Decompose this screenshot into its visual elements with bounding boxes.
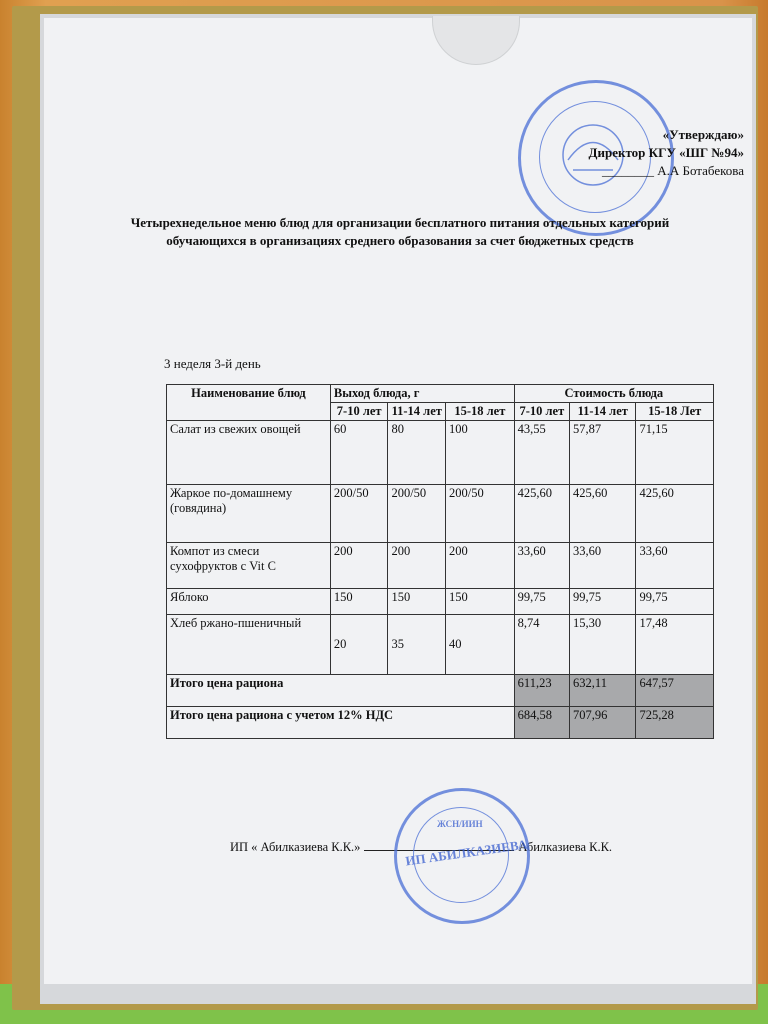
age-group: 7-10 лет — [514, 403, 569, 421]
approval-name: ________ А.А Ботабекова — [601, 163, 744, 178]
document-title: Четырехнедельное меню блюд для организации бесплатного питания отдельных категорий обучающихся в организациях среднего образования за счет бюджетных средств — [130, 215, 670, 248]
cell: 33,60 — [570, 543, 636, 589]
cell: 150 — [388, 589, 446, 615]
age-group: 11-14 лет — [388, 403, 446, 421]
cell: 40 — [446, 615, 515, 675]
total-vat-label: Итого цена рациона с учетом 12% НДС — [167, 707, 515, 739]
dish-name: Салат из свежих овощей — [167, 421, 331, 485]
cell: 99,75 — [570, 589, 636, 615]
table-row — [167, 589, 714, 615]
dish-name: Яблоко — [167, 589, 331, 615]
total-label: Итого цена рациона — [167, 675, 515, 707]
document-page — [44, 18, 752, 984]
dish-name: Жаркое по-домашнему (говядина) — [167, 485, 331, 543]
sleeve-notch — [432, 16, 520, 65]
age-group: 7-10 лет — [330, 403, 388, 421]
cell: 99,75 — [514, 589, 569, 615]
cell: 8,74 — [514, 615, 569, 675]
round-stamp-bottom — [394, 788, 530, 924]
table-row — [167, 485, 714, 543]
week-label: 3 неделя 3-й день — [164, 356, 261, 371]
total-row — [167, 675, 714, 707]
approval-name-text: А.А Ботабекова — [657, 163, 744, 178]
cell: 80 — [388, 421, 446, 485]
cell: 200/50 — [330, 485, 388, 543]
cell: 71,15 — [636, 421, 714, 485]
signature-org: ИП « Абилказиева К.К.» — [230, 840, 361, 854]
stamp-center: ИП АБИЛКАЗИЕВА — [404, 836, 529, 869]
cell: 150 — [330, 589, 388, 615]
table-row — [167, 421, 714, 485]
cell: 17,48 — [636, 615, 714, 675]
total-cell: 611,23 — [514, 675, 569, 707]
total-vat-cell: 725,28 — [636, 707, 714, 739]
approval-block — [589, 126, 744, 180]
table-header-row — [167, 385, 714, 403]
total-vat-cell: 707,96 — [570, 707, 636, 739]
cell: 100 — [446, 421, 515, 485]
cell: 425,60 — [570, 485, 636, 543]
total-vat-cell: 684,58 — [514, 707, 569, 739]
cell: 200 — [330, 543, 388, 589]
cell: 200 — [446, 543, 515, 589]
table-row — [167, 615, 714, 675]
stamp-id: ЖСН/ИИН — [437, 819, 483, 829]
cell: 33,60 — [514, 543, 569, 589]
cell: 33,60 — [636, 543, 714, 589]
cell: 60 — [330, 421, 388, 485]
age-group: 15-18 лет — [446, 403, 515, 421]
cell: 200 — [388, 543, 446, 589]
total-cell: 632,11 — [570, 675, 636, 707]
dish-name: Хлеб ржано-пшеничный — [167, 615, 331, 675]
menu-table — [166, 384, 714, 739]
cell: 43,55 — [514, 421, 569, 485]
header-name: Наименование блюд — [167, 385, 331, 421]
dish-name: Компот из смеси сухофруктов с Vit C — [167, 543, 331, 589]
cell: 200/50 — [446, 485, 515, 543]
table-row — [167, 543, 714, 589]
cell: 99,75 — [636, 589, 714, 615]
signature-name: Абилказиева К.К. — [518, 840, 613, 854]
cell: 35 — [388, 615, 446, 675]
cell: 20 — [330, 615, 388, 675]
header-output: Выход блюда, г — [330, 385, 514, 403]
cell: 15,30 — [570, 615, 636, 675]
cell: 425,60 — [636, 485, 714, 543]
cell: 200/50 — [388, 485, 446, 543]
approval-heading: «Утверждаю» — [662, 127, 744, 142]
cell: 150 — [446, 589, 515, 615]
approval-position: Директор КГУ «ШГ №94» — [588, 145, 744, 160]
total-vat-row — [167, 707, 714, 739]
age-group: 15-18 Лет — [636, 403, 714, 421]
total-cell: 647,57 — [636, 675, 714, 707]
cell: 57,87 — [570, 421, 636, 485]
age-group: 11-14 лет — [570, 403, 636, 421]
cell: 425,60 — [514, 485, 569, 543]
header-cost: Стоимость блюда — [514, 385, 713, 403]
